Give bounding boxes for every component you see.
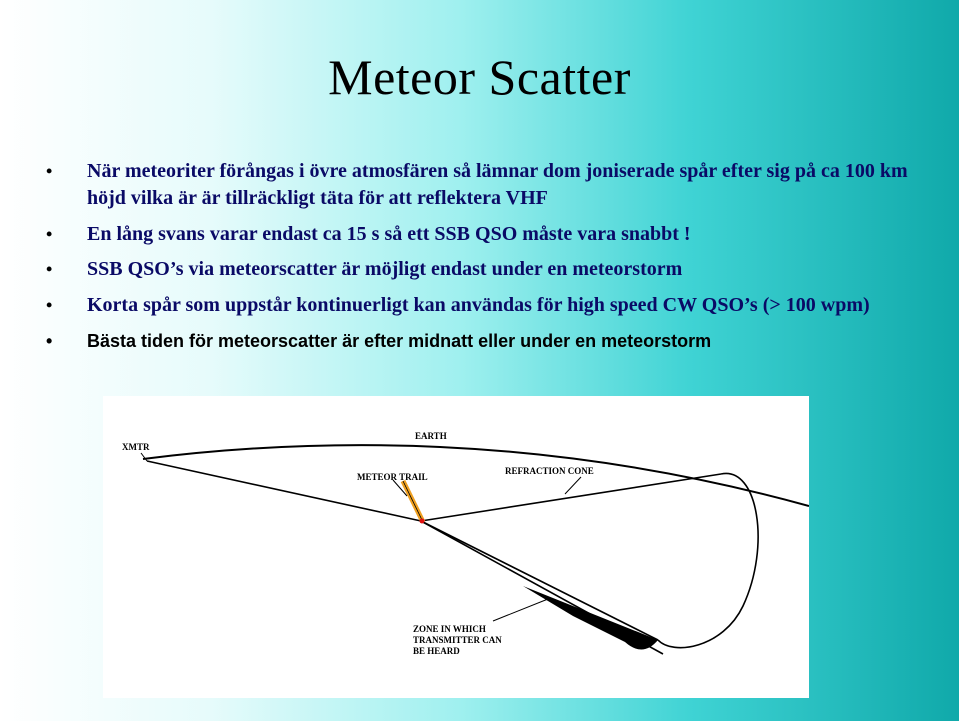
cone-upper-edge <box>421 474 721 521</box>
zone-label-line3: BE HEARD <box>413 646 460 656</box>
bullet-text: SSB QSO’s via meteorscatter är möjligt endast under en meteorstorm <box>87 258 683 280</box>
bullet-item <box>46 292 926 319</box>
cone-lower-edge <box>421 521 658 640</box>
cone-arrow <box>565 477 581 494</box>
earth-label: EARTH <box>415 431 447 441</box>
refraction-cone-label: REFRACTION CONE <box>505 466 594 476</box>
hearing-zone <box>523 586 658 650</box>
zone-label-line2: TRANSMITTER CAN <box>413 635 502 645</box>
zone-label-line1: ZONE IN WHICH <box>413 624 486 634</box>
cone-end <box>658 473 758 647</box>
bullet-list <box>46 158 926 364</box>
transmitter-ray <box>147 461 421 521</box>
bullet-dot-icon: • <box>46 224 53 244</box>
bullet-item <box>46 328 926 355</box>
bullet-item <box>46 158 926 212</box>
meteor-scatter-diagram <box>103 396 809 698</box>
bullet-dot-icon: • <box>46 161 53 181</box>
bullet-text: En lång svans varar endast ca 15 s så ett SSB QSO måste vara snabbt ! <box>87 223 691 245</box>
bullet-text: Korta spår som uppstår kontinuerligt kan användas för high speed CW QSO’s (> 100 wpm) <box>87 294 870 316</box>
xmtr-label: XMTR <box>122 442 150 452</box>
meteor-trail-label: METEOR TRAIL <box>357 472 428 482</box>
bullet-text: Bästa tiden för meteorscatter är efter midnatt eller under en meteorstorm <box>87 331 712 351</box>
bullet-text: När meteoriter förångas i övre atmosfären så lämnar dom joniserade spår efter sig på ca 100 km höjd vilka är är tillräckligt täta för att reflektera VHF <box>87 160 908 209</box>
meteor-dot <box>420 519 425 524</box>
diagram-svg <box>103 396 809 698</box>
zone-arrow <box>493 599 548 621</box>
bullet-item <box>46 256 926 283</box>
slide-title: Meteor Scatter <box>328 49 631 105</box>
bullet-dot-icon: • <box>46 295 53 315</box>
bullet-dot-icon: • <box>46 259 53 279</box>
bullet-item <box>46 221 926 248</box>
bullet-dot-icon: • <box>46 331 53 351</box>
